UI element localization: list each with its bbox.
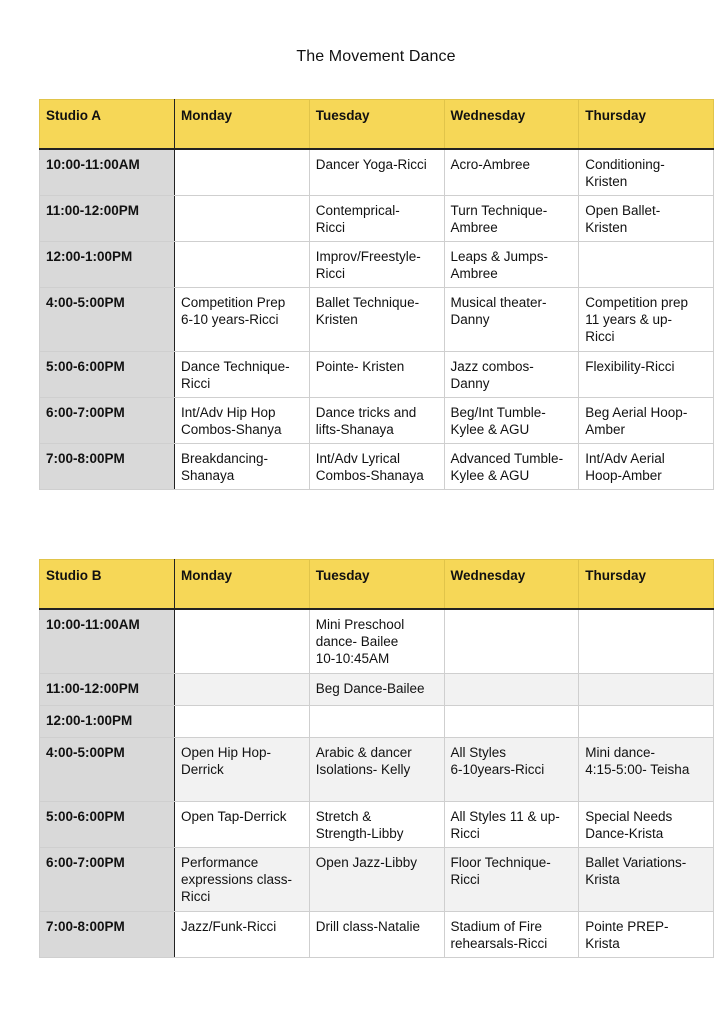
class-cell: Dancer Yoga-Ricci <box>309 149 444 196</box>
class-cell: Stretch & Strength-Libby <box>309 801 444 847</box>
table-row <box>40 673 714 705</box>
class-cell <box>579 673 714 705</box>
class-cell: Ballet Variations- Krista <box>579 847 714 911</box>
class-cell: Breakdancing- Shanaya <box>175 444 310 490</box>
class-cell: Open Hip Hop- Derrick <box>175 737 310 801</box>
time-slot-cell: 11:00-12:00PM <box>40 196 175 242</box>
class-cell <box>579 705 714 737</box>
time-slot-cell: 5:00-6:00PM <box>40 352 175 398</box>
class-cell <box>444 673 579 705</box>
time-slot-cell: 7:00-8:00PM <box>40 444 175 490</box>
table-row <box>40 801 714 847</box>
col-wednesday: Wednesday <box>444 560 579 610</box>
col-tuesday: Tuesday <box>309 100 444 150</box>
table-row <box>40 444 714 490</box>
table-row <box>40 609 714 673</box>
class-cell <box>579 609 714 673</box>
class-cell: Open Ballet- Kristen <box>579 196 714 242</box>
time-slot-cell: 6:00-7:00PM <box>40 398 175 444</box>
class-cell: Contemprical- Ricci <box>309 196 444 242</box>
col-monday: Monday <box>175 100 310 150</box>
time-slot-cell: 4:00-5:00PM <box>40 288 175 352</box>
studio-b-body <box>40 609 714 957</box>
class-cell: Open Tap-Derrick <box>175 801 310 847</box>
class-cell: Beg Dance-Bailee <box>309 673 444 705</box>
time-slot-cell: 10:00-11:00AM <box>40 609 175 673</box>
time-slot-cell: 6:00-7:00PM <box>40 847 175 911</box>
class-cell: Mini dance- 4:15-5:00- Teisha <box>579 737 714 801</box>
col-thursday: Thursday <box>579 560 714 610</box>
class-cell: Competition Prep 6-10 years-Ricci <box>175 288 310 352</box>
class-cell: Stadium of Fire rehearsals-Ricci <box>444 911 579 957</box>
studio-a-schedule-table <box>39 99 714 490</box>
class-cell: Advanced Tumble- Kylee & AGU <box>444 444 579 490</box>
class-cell: Conditioning- Kristen <box>579 149 714 196</box>
class-cell: Performance expressions class- Ricci <box>175 847 310 911</box>
time-slot-cell: 12:00-1:00PM <box>40 242 175 288</box>
class-cell: Open Jazz-Libby <box>309 847 444 911</box>
class-cell <box>444 609 579 673</box>
class-cell: Improv/Freestyle- Ricci <box>309 242 444 288</box>
class-cell: Pointe- Kristen <box>309 352 444 398</box>
class-cell <box>579 242 714 288</box>
class-cell: Special Needs Dance-Krista <box>579 801 714 847</box>
studio-b-header-row <box>40 560 714 610</box>
time-slot-cell: 12:00-1:00PM <box>40 705 175 737</box>
class-cell: Jazz/Funk-Ricci <box>175 911 310 957</box>
table-row <box>40 149 714 196</box>
time-slot-cell: 10:00-11:00AM <box>40 149 175 196</box>
class-cell: Beg Aerial Hoop- Amber <box>579 398 714 444</box>
class-cell <box>175 673 310 705</box>
time-slot-cell: 4:00-5:00PM <box>40 737 175 801</box>
col-monday: Monday <box>175 560 310 610</box>
class-cell: Dance tricks and lifts-Shanaya <box>309 398 444 444</box>
class-cell <box>175 149 310 196</box>
studio-a-body <box>40 149 714 490</box>
table-row <box>40 737 714 801</box>
class-cell: Drill class-Natalie <box>309 911 444 957</box>
class-cell: Pointe PREP- Krista <box>579 911 714 957</box>
col-tuesday: Tuesday <box>309 560 444 610</box>
class-cell <box>175 242 310 288</box>
col-thursday: Thursday <box>579 100 714 150</box>
table-row <box>40 288 714 352</box>
class-cell: All Styles 11 & up- Ricci <box>444 801 579 847</box>
class-cell: Acro-Ambree <box>444 149 579 196</box>
class-cell: Int/Adv Hip Hop Combos-Shanya <box>175 398 310 444</box>
class-cell: Int/Adv Lyrical Combos-Shanaya <box>309 444 444 490</box>
class-cell: All Styles 6-10years-Ricci <box>444 737 579 801</box>
class-cell: Competition prep 11 years & up- Ricci <box>579 288 714 352</box>
class-cell <box>175 196 310 242</box>
time-slot-cell: 5:00-6:00PM <box>40 801 175 847</box>
class-cell: Arabic & dancer Isolations- Kelly <box>309 737 444 801</box>
table-row <box>40 242 714 288</box>
table-row <box>40 398 714 444</box>
table-row <box>40 705 714 737</box>
studio-b-schedule-table <box>39 559 714 958</box>
table-row <box>40 352 714 398</box>
studio-b-label: Studio B <box>40 560 175 610</box>
time-slot-cell: 7:00-8:00PM <box>40 911 175 957</box>
table-row <box>40 196 714 242</box>
table-row <box>40 911 714 957</box>
class-cell <box>175 609 310 673</box>
studio-a-header-row <box>40 100 714 150</box>
class-cell: Mini Preschool dance- Bailee 10-10:45AM <box>309 609 444 673</box>
class-cell: Floor Technique- Ricci <box>444 847 579 911</box>
class-cell: Dance Technique- Ricci <box>175 352 310 398</box>
class-cell: Musical theater- Danny <box>444 288 579 352</box>
class-cell <box>444 705 579 737</box>
col-wednesday: Wednesday <box>444 100 579 150</box>
studio-a-label: Studio A <box>40 100 175 150</box>
class-cell <box>175 705 310 737</box>
page-title: The Movement Dance <box>296 48 456 65</box>
time-slot-cell: 11:00-12:00PM <box>40 673 175 705</box>
table-row <box>40 847 714 911</box>
class-cell: Beg/Int Tumble- Kylee & AGU <box>444 398 579 444</box>
class-cell: Flexibility-Ricci <box>579 352 714 398</box>
class-cell: Leaps & Jumps- Ambree <box>444 242 579 288</box>
class-cell: Turn Technique- Ambree <box>444 196 579 242</box>
class-cell <box>309 705 444 737</box>
class-cell: Jazz combos- Danny <box>444 352 579 398</box>
class-cell: Ballet Technique- Kristen <box>309 288 444 352</box>
class-cell: Int/Adv Aerial Hoop-Amber <box>579 444 714 490</box>
